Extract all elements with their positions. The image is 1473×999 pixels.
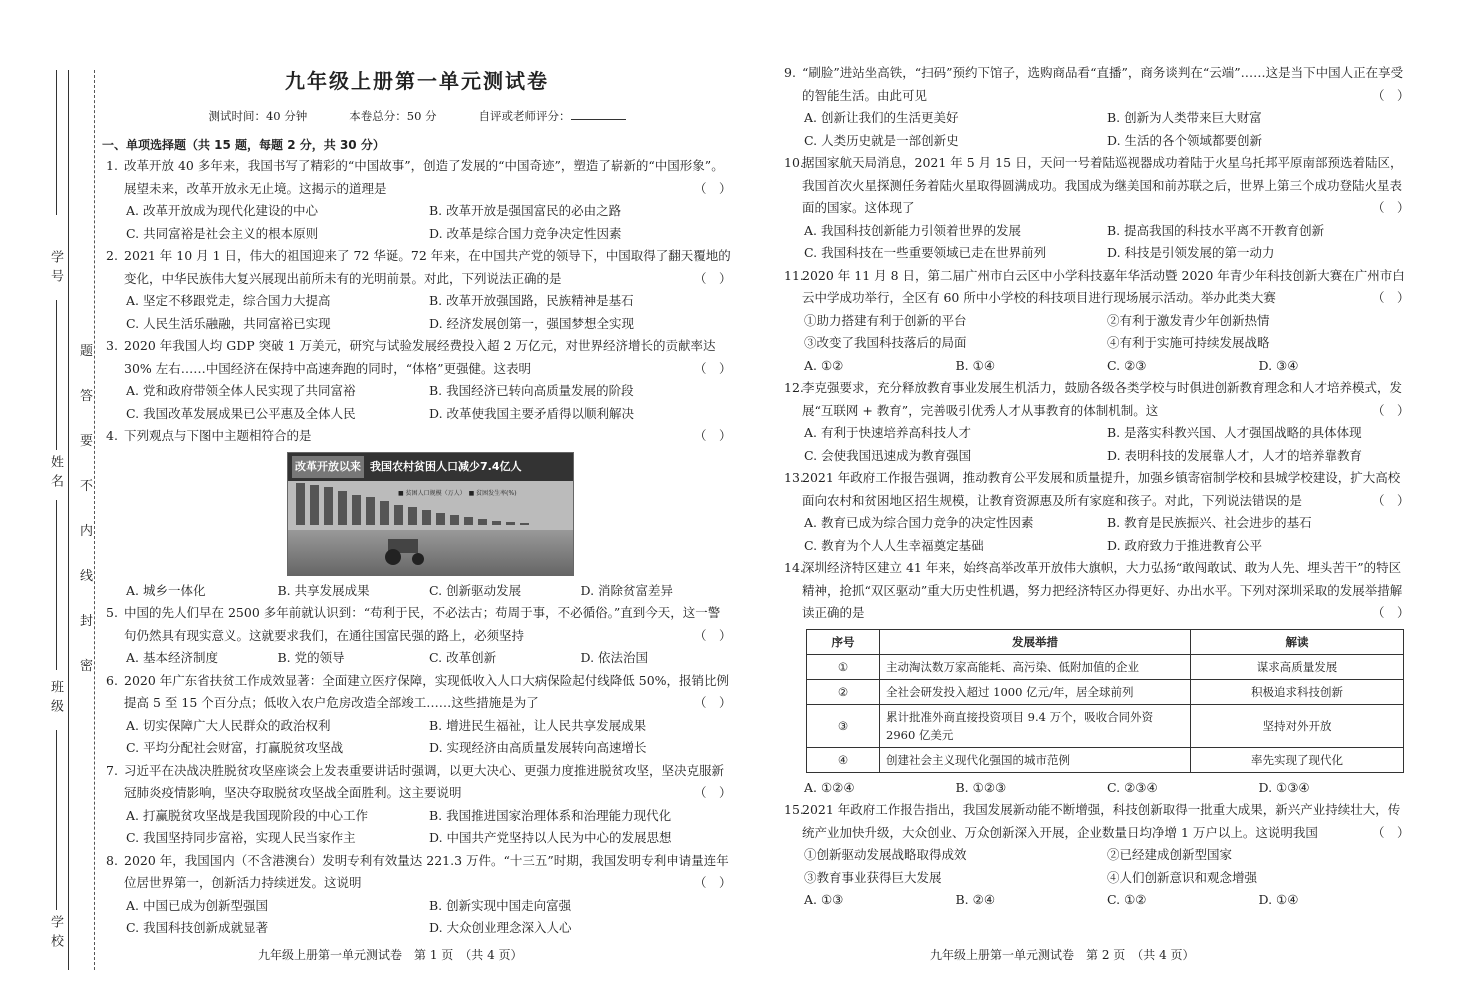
- seal-char: 封: [80, 614, 94, 629]
- option: B. 增进民生福祉，让人民共享发展成果: [429, 717, 647, 733]
- answer-paren[interactable]: （ ）: [694, 360, 732, 376]
- option: A. 切实保障广大人民群众的政治权利: [126, 717, 331, 733]
- table-row: ① 主动淘汰数万家高能耗、高污染、低附加值的企业 谋求高质量发展: [807, 654, 1404, 679]
- label-class: 班级: [48, 680, 63, 718]
- question-stem: 改革开放 40 多年来，我国书写了精彩的“中国故事”，创造了发展的“中国奇迹”，塑造了崭新的“中国形象”。展望未来，改革开放永无止境。这揭示的道理是: [124, 158, 724, 196]
- bar: [450, 515, 459, 525]
- question-11: 11. 2020 年 11 月 8 日，第二届广州市白云区中小学科技嘉年华活动暨 2020 年青少年科技创新大赛在广州市白云中学成功举行，全区有 60 所中小学校的科技项目进行现场展示活动。举办此类大赛 （ ） ①助力搭建有利于创新的平台 ②有利于激发青少年创新热情 ③改变了我国科技落后的局面 ④有利于实施可持续发展战略 A. ①② B. ①④ C. ②③ D. ③④: [780, 265, 1410, 378]
- bar: [422, 510, 431, 525]
- binding-line: [68, 70, 69, 970]
- answer-paren[interactable]: （ ）: [694, 875, 732, 890]
- question-7: 7. 习近平在决战决胜脱贫攻坚座谈会上发表重要讲话时强调，以更大决心、更强力度推进脱贫攻坚，坚决克服新冠肺炎疫情影响，坚决夺取脱贫攻坚战全面胜利。这主要说明 （ ） A. 打赢脱贫攻坚战是我国现阶段的中心工作 B. 我国推进国家治理体系和治理能力现代化 C. 我国坚持同步富裕，实现人民当家作主 D. 中国共产党坚持以人民为中心的发展思想: [102, 760, 732, 850]
- option: C. 人民生活乐融融，共同富裕已实现: [126, 315, 331, 331]
- answer-paren[interactable]: （ ）: [1372, 824, 1410, 840]
- table-row: ④ 创建社会主义现代化强国的城市范例 率先实现了现代化: [807, 747, 1404, 772]
- question-stem: 2020 年，我国国内（不含港澳台）发明专利有效量达 221.3 万件。“十三五”时期，我国发明专利申请量连年位居世界第一，创新活力持续迸发。这说明: [124, 852, 729, 890]
- option: D. 依法治国: [580, 650, 649, 665]
- question-stem: 下列观点与下图中主题相符合的是: [124, 428, 312, 443]
- question-stem: 李克强要求，充分释放教育事业发展生机活力，鼓励各级各类学校与时俱进创新教育理念和人才培养模式，发展“互联网 + 教育”，完善吸引优秀人才从事教育的体制机制。这: [802, 380, 1403, 418]
- option: A. 基本经济制度: [126, 650, 218, 665]
- option: B. 创新为人类带来巨大财富: [1107, 110, 1262, 125]
- option: A. 打赢脱贫攻坚战是我国现阶段的中心工作: [126, 807, 368, 823]
- question-8: 8. 2020 年，我国国内（不含港澳台）发明专利有效量达 221.3 万件。“十三五”时期，我国发明专利申请量连年位居世界第一，创新活力持续迸发。这说明 （ ） A. 中国已成为创新型强国 B. 创新实现中国走向富强 C. 我国科技创新成就显著 D. 大众创业理念深入人心: [102, 850, 732, 940]
- option: B. 提高我国的科技水平离不开教育创新: [1107, 222, 1325, 238]
- question-14: 14. 深圳经济特区建立 41 年来，始终高举改革开放伟大旗帜，大力弘扬“敢闯敢试、敢为人先、埋头苦干”的特区精神，抢抓“双区驱动”重大历史性机遇，努力把经济特区办得更好、办出水平。下列对深圳采取的发展举措解读正确的是 （ ） 序号 发展举措 解读 ① 主动淘汰数万家高能耗、高污染、低附加值的企业 谋求高质量发展 ② 全社会研发投入超过 1000 亿元/年，居全球前列 积极追求科技创新 ③ 累计批准外商直接投资项目 9.4 万个，吸收合同外资 2960 亿美元 坚持对外开放 ④ 创建社会主义现代化强国的城市范例 率先实现了现代化 A. ①②④ B. ①②③ C. ②③④ D. ①③④: [780, 557, 1410, 799]
- chart-bars: [288, 477, 573, 537]
- option: C. ②③④: [1107, 779, 1158, 795]
- answer-paren[interactable]: （ ）: [694, 270, 732, 286]
- seal-char: 要: [80, 434, 94, 449]
- blank-line: [56, 730, 57, 910]
- option: C. 创新驱动发展: [429, 582, 522, 598]
- question-5: 5. 中国的先人们早在 2500 多年前就认识到：“苟利于民，不必法古；苟周于事，不必循俗。”直到今天，这一警句仍然具有现实意义。这就要求我们，在通往国富民强的路上，必须坚持 （ ） A. 基本经济制度 B. 党的领导 C. 改革创新 D. 依法治国: [102, 602, 732, 670]
- option: B. 改革开放是强国富民的必由之路: [429, 203, 622, 218]
- answer-paren[interactable]: （ ）: [694, 428, 732, 443]
- bar: [338, 491, 347, 525]
- question-6: 6. 2020 年广东省扶贫工作成效显著：全面建立医疗保障，实现低收入人口大病保险起付线降低 50%，报销比例提高 5 至 15 个百分点；低收入农户危房改造全部竣工……这些措施是为了 （ ） A. 切实保障广大人民群众的政治权利 B. 增进民生福祉，让人民共享发展成果 C. 平均分配社会财富，打赢脱贫攻坚战 D. 实现经济由高质量发展转向高速增长: [102, 670, 732, 760]
- question-10: 10. 据国家航天局消息，2021 年 5 月 15 日，天问一号着陆巡视器成功着陆于火星乌托邦平原南部预选着陆区，我国首次火星探测任务着陆火星取得圆满成功。我国成为继美国和前苏联之后，世界上第三个成功登陆火星表面的国家。这体现了 （ ） A. 我国科技创新能力引领着世界的发展 B. 提高我国的科技水平离不开教育创新 C. 我国科技在一些重要领域已走在世界前列 D. 科技是引领发展的第一动力: [780, 152, 1410, 265]
- option: A. 有利于快速培养高科技人才: [804, 425, 971, 440]
- option: D. ①③④: [1258, 779, 1310, 795]
- question-12: 12. 李克强要求，充分释放教育事业发展生机活力，鼓励各级各类学校与时俱进创新教育理念和人才培养模式，发展“互联网 + 教育”，完善吸引优秀人才从事教育的体制机制。这 （ ） A. 有利于快速培养高科技人才 B. 是落实科教兴国、人才强国战略的具体体现 C. 会使我国迅速成为教育强国 D. 表明科技的发展靠人才，人才的培养靠教育: [780, 377, 1410, 467]
- bar: [324, 487, 333, 525]
- answer-paren[interactable]: （ ）: [694, 180, 732, 196]
- grader-field: 自评或老师评分：: [479, 108, 626, 124]
- test-time: 测试时间：40 分钟: [208, 109, 308, 123]
- option: B. ①②③: [955, 779, 1007, 795]
- question-stem: 2020 年我国人均 GDP 突破 1 万美元，研究与试验发展经费投入超 2 万亿元，对世界经济增长的贡献率达 30% 左右……中国经济在保持中高速奔跑的同时，“体格”更强健。这表明: [124, 338, 716, 376]
- seal-char: 内: [80, 524, 94, 539]
- option: D. 表明科技的发展靠人才，人才的培养靠教育: [1107, 447, 1363, 463]
- option: C. 我国坚持同步富裕，实现人民当家作主: [126, 830, 356, 845]
- option: C. 人类历史就是一部创新史: [804, 132, 959, 148]
- option: D. 政府致力于推进教育公平: [1107, 537, 1263, 553]
- statement: ②有利于激发青少年创新热情: [1107, 312, 1270, 328]
- bar: [366, 497, 375, 525]
- option: B. 我国经济已转向高质量发展的阶段: [429, 383, 634, 398]
- statement: ①创新驱动发展战略取得成效: [804, 847, 967, 862]
- seal-char: 线: [80, 569, 94, 584]
- option: D. 实现经济由高质量发展转向高速增长: [429, 740, 647, 755]
- option: C. 我国改革发展成果已公平惠及全体人民: [126, 405, 356, 421]
- option: B. 我国推进国家治理体系和治理能力现代化: [429, 807, 672, 823]
- bar: [478, 519, 487, 525]
- option: D. 生活的各个领域都要创新: [1107, 132, 1263, 148]
- question-stem: 2020 年广东省扶贫工作成效显著：全面建立医疗保障，实现低收入人口大病保险起付线降低 50%，报销比例提高 5 至 15 个百分点；低收入农户危房改造全部竣工……这些措施是为了: [124, 672, 730, 710]
- question-15: 15. 2021 年政府工作报告指出，我国发展新动能不断增强，科技创新取得一批重大成果，新兴产业持续壮大，传统产业加快升级，大众创业、万众创新深入开展，企业数量日均净增 1 万户以上。这说明我国 （ ） ①创新驱动发展战略取得成效 ②已经建成创新型国家 ③教育事业获得巨大发展 ④人们创新意识和观念增强 A. ①③ B. ②④ C. ①② D. ①④: [780, 799, 1410, 912]
- table-header: 发展举措: [880, 629, 1191, 654]
- answer-paren[interactable]: （ ）: [694, 627, 732, 643]
- page-footer-2: 九年级上册第一单元测试卷 第 2 页 （共 4 页）: [930, 948, 1195, 962]
- blank-line: [56, 70, 57, 215]
- table-row: ③ 累计批准外商直接投资项目 9.4 万个，吸收合同外资 2960 亿美元 坚持对外开放: [807, 704, 1404, 747]
- option: D. 科技是引领发展的第一动力: [1107, 245, 1275, 260]
- page-footer-1: 九年级上册第一单元测试卷 第 1 页 （共 4 页）: [258, 948, 523, 962]
- seal-char: 题: [80, 344, 94, 359]
- grader-blank[interactable]: [571, 119, 626, 120]
- question-3: 3. 2020 年我国人均 GDP 突破 1 万美元，研究与试验发展经费投入超 2 万亿元，对世界经济增长的贡献率达 30% 左右……中国经济在保持中高速奔跑的同时，“体格”更强健。这表明 （ ） A. 党和政府带领全体人民实现了共同富裕 B. 我国经济已转向高质量发展的阶段 C. 我国改革发展成果已公平惠及全体人民 D. 改革使我国主要矛盾得以顺利解决: [102, 335, 732, 425]
- measures-table: [806, 629, 1404, 773]
- statement: ②已经建成创新型国家: [1107, 847, 1233, 862]
- label-student-id: 学号: [48, 250, 63, 288]
- option: A. 我国科技创新能力引领着世界的发展: [804, 222, 1021, 238]
- answer-paren[interactable]: （ ）: [1372, 290, 1410, 305]
- page-1: [102, 65, 732, 940]
- question-stem: 2021 年政府工作报告强调，推动教育公平发展和质量提升，加强乡镇寄宿制学校和县城学校建设，扩大高校面向农村和贫困地区招生规模，让教育资源惠及所有家庭和孩子。对此，下列说法错误的是: [802, 470, 1401, 508]
- bar: [394, 505, 403, 525]
- tractor-icon: [378, 529, 438, 569]
- option: C. 我国科技在一些重要领域已走在世界前列: [804, 245, 1047, 260]
- option: A. ①③: [804, 892, 844, 907]
- poverty-chart-image: [287, 452, 574, 576]
- answer-paren[interactable]: （ ）: [694, 785, 732, 800]
- option: C. 改革创新: [429, 650, 497, 665]
- option: A. 党和政府带领全体人民实现了共同富裕: [126, 383, 356, 398]
- option: C. 我国科技创新成就显著: [126, 920, 269, 935]
- option: D. ③④: [1258, 357, 1299, 373]
- question-4: 4. 下列观点与下图中主题相符合的是 （ ） 改革开放以来 我国农村贫困人口减少7.4亿人 ■ 贫困人口规模（万人） ■ 贫困发生率(%) A. 城乡一体化 B. 共享发展成果 C. 创新驱动发展 D. 消除贫富差异: [102, 425, 732, 602]
- bar: [464, 517, 473, 525]
- total-score: 本卷总分：50 分: [349, 109, 437, 123]
- option: D. 消除贫富差异: [580, 582, 674, 598]
- question-stem: “刷脸”进站坐高铁，“扫码”预约下馆子，选购商品看“直播”，商务谈判在“云端”……这是当下中国人正在享受的智能生活。由此可见: [802, 65, 1404, 103]
- table-header: 序号: [807, 629, 880, 654]
- answer-paren[interactable]: （ ）: [1372, 492, 1410, 508]
- exam-info: [102, 108, 732, 124]
- option: B. 党的领导: [277, 650, 345, 665]
- bar: [506, 522, 515, 525]
- page-title: 九年级上册第一单元测试卷: [285, 69, 549, 93]
- label-school: 学校: [48, 915, 63, 953]
- chart-tag: 改革开放以来: [292, 456, 364, 479]
- option: B. 改革开放强国路，民族精神是基石: [429, 293, 634, 308]
- option: A. 改革开放成为现代化建设的中心: [126, 203, 318, 218]
- bar: [310, 485, 319, 525]
- question-2: 2. 2021 年 10 月 1 日，伟大的祖国迎来了 72 华诞。72 年来，在中国共产党的领导下，中国取得了翻天覆地的变化，中华民族伟大复兴展现出前所未有的光明前景。对此，下列说法正确的是 （ ） A. 坚定不移跟党走，综合国力大提高 B. 改革开放强国路，民族精神是基石 C. 人民生活乐融融，共同富裕已实现 D. 经济发展创第一，强国梦想全实现: [102, 245, 732, 335]
- question-9: 9. “刷脸”进站坐高铁，“扫码”预约下馆子，选购商品看“直播”，商务谈判在“云端”……这是当下中国人正在享受的智能生活。由此可见 （ ） A. 创新让我们的生活更美好 B. 创新为人类带来巨大财富 C. 人类历史就是一部创新史 D. 生活的各个领域都要创新: [780, 62, 1410, 152]
- statement: ③改变了我国科技落后的局面: [804, 335, 967, 350]
- option: C. 会使我国迅速成为教育强国: [804, 447, 972, 463]
- question-stem: 习近平在决战决胜脱贫攻坚座谈会上发表重要讲话时强调，以更大决心、更强力度推进脱贫攻坚，坚决克服新冠肺炎疫情影响，坚决夺取脱贫攻坚战全面胜利。这主要说明: [124, 762, 725, 800]
- option: D. 经济发展创第一，强国梦想全实现: [429, 315, 635, 331]
- question-stem: 据国家航天局消息，2021 年 5 月 15 日，天问一号着陆巡视器成功着陆于火星乌托邦平原南部预选着陆区，我国首次火星探测任务着陆火星取得圆满成功。我国成为继美国和前苏联之后，世界上第三个成功登陆火星表面的国家。这体现了: [802, 155, 1403, 215]
- answer-paren[interactable]: （ ）: [1372, 402, 1410, 418]
- question-stem: 2021 年政府工作报告指出，我国发展新动能不断增强，科技创新取得一批重大成果，新兴产业持续壮大，传统产业加快升级，大众创业、万众创新深入开展，企业数量日均净增 1 万户以上。这说明我国: [802, 802, 1401, 840]
- bar: [352, 495, 361, 525]
- bar: [492, 521, 501, 525]
- answer-paren[interactable]: （ ）: [1372, 87, 1410, 103]
- answer-paren[interactable]: （ ）: [1372, 605, 1410, 620]
- option: C. ②③: [1107, 357, 1147, 373]
- section-heading: 一、单项选择题（共 15 题，每题 2 分，共 30 分）: [102, 138, 385, 152]
- option: C. 教育为个人人生幸福奠定基础: [804, 537, 984, 553]
- option: A. 教育已成为综合国力竞争的决定性因素: [804, 515, 1034, 530]
- seal-char: 密: [80, 659, 94, 674]
- table-header: 解读: [1191, 629, 1404, 654]
- table-row: ② 全社会研发投入超过 1000 亿元/年，居全球前列 积极追求科技创新: [807, 679, 1404, 704]
- blank-line: [56, 300, 57, 450]
- page-2: [780, 62, 1410, 912]
- option: B. ①④: [955, 357, 996, 373]
- seal-dashed-line: [94, 70, 95, 970]
- chart-legend: ■ 贫困人口规模（万人） ■ 贫困发生率(%): [398, 490, 517, 497]
- option: A. 城乡一体化: [126, 582, 206, 598]
- label-name: 姓名: [48, 455, 63, 493]
- bar: [296, 483, 305, 525]
- question-stem: 2020 年 11 月 8 日，第二届广州市白云区中小学科技嘉年华活动暨 2020 年青少年科技创新大赛在广州市白云中学成功举行，全区有 60 所中小学校的科技项目进行现场展示活动。举办此类大赛: [802, 267, 1405, 305]
- option: B. 是落实科教兴国、人才强国战略的具体体现: [1107, 425, 1362, 440]
- option: B. 创新实现中国走向富强: [429, 897, 572, 913]
- bar: [408, 507, 417, 525]
- option: A. 坚定不移跟党走，综合国力大提高: [126, 293, 331, 308]
- option: B. ②④: [955, 892, 996, 907]
- statement: ③教育事业获得巨大发展: [804, 869, 942, 885]
- option: A. ①②: [804, 357, 844, 373]
- answer-paren[interactable]: （ ）: [694, 695, 732, 710]
- option: D. 中国共产党坚持以人民为中心的发展思想: [429, 830, 672, 845]
- option: A. 创新让我们的生活更美好: [804, 110, 959, 125]
- option: D. 改革是综合国力竞争决定性因素: [429, 225, 622, 241]
- chart-title: 我国农村贫困人口减少7.4亿人: [370, 459, 522, 473]
- option: A. ①②④: [804, 779, 855, 795]
- question-stem: 2021 年 10 月 1 日，伟大的祖国迎来了 72 华诞。72 年来，在中国共产党的领导下，中国取得了翻天覆地的变化，中华民族伟大复兴展现出前所未有的光明前景。对此，下列说法正确的是: [124, 248, 731, 286]
- option: D. 改革使我国主要矛盾得以顺利解决: [429, 405, 635, 421]
- statement: ①助力搭建有利于创新的平台: [804, 312, 967, 328]
- question-13: 13. 2021 年政府工作报告强调，推动教育公平发展和质量提升，加强乡镇寄宿制学校和县城学校建设，扩大高校面向农村和贫困地区招生规模，让教育资源惠及所有家庭和孩子。对此，下列说法错误的是 （ ） A. 教育已成为综合国力竞争的决定性因素 B. 教育是民族振兴、社会进步的基石 C. 教育为个人人生幸福奠定基础 D. 政府致力于推进教育公平: [780, 467, 1410, 557]
- bar: [380, 501, 389, 525]
- binding-margin: [38, 70, 108, 970]
- bar: [436, 513, 445, 525]
- option: A. 中国已成为创新型强国: [126, 897, 268, 913]
- option: B. 教育是民族振兴、社会进步的基石: [1107, 515, 1312, 530]
- statement: ④有利于实施可持续发展战略: [1107, 335, 1270, 350]
- seal-char: 答: [80, 389, 94, 404]
- option: C. 平均分配社会财富，打赢脱贫攻坚战: [126, 740, 344, 755]
- question-1: 1. 改革开放 40 多年来，我国书写了精彩的“中国故事”，创造了发展的“中国奇迹”，塑造了崭新的“中国形象”。展望未来，改革开放永无止境。这揭示的道理是 （ ） A. 改革开放成为现代化建设的中心 B. 改革开放是强国富民的必由之路 C. 共同富裕是社会主义的根本原则 D. 改革是综合国力竞争决定性因素: [102, 155, 732, 245]
- statement: ④人们创新意识和观念增强: [1107, 869, 1258, 885]
- option: C. 共同富裕是社会主义的根本原则: [126, 225, 319, 241]
- blank-line: [56, 500, 57, 670]
- answer-paren[interactable]: （ ）: [1372, 200, 1410, 215]
- option: D. 大众创业理念深入人心: [429, 920, 572, 935]
- question-stem: 深圳经济特区建立 41 年来，始终高举改革开放伟大旗帜，大力弘扬“敢闯敢试、敢为人先、埋头苦干”的特区精神，抢抓“双区驱动”重大历史性机遇，努力把经济特区办得更好、办出水平。下列对深圳采取的发展举措解读正确的是: [802, 560, 1403, 620]
- bar: [520, 523, 529, 525]
- option: C. ①②: [1107, 892, 1147, 907]
- question-stem: 中国的先人们早在 2500 多年前就认识到：“苟利于民，不必法古；苟周于事，不必循俗。”直到今天，这一警句仍然具有现实意义。这就要求我们，在通往国富民强的路上，必须坚持: [124, 605, 721, 643]
- option: D. ①④: [1258, 892, 1299, 907]
- seal-char: 不: [80, 479, 94, 494]
- option: B. 共享发展成果: [277, 582, 370, 598]
